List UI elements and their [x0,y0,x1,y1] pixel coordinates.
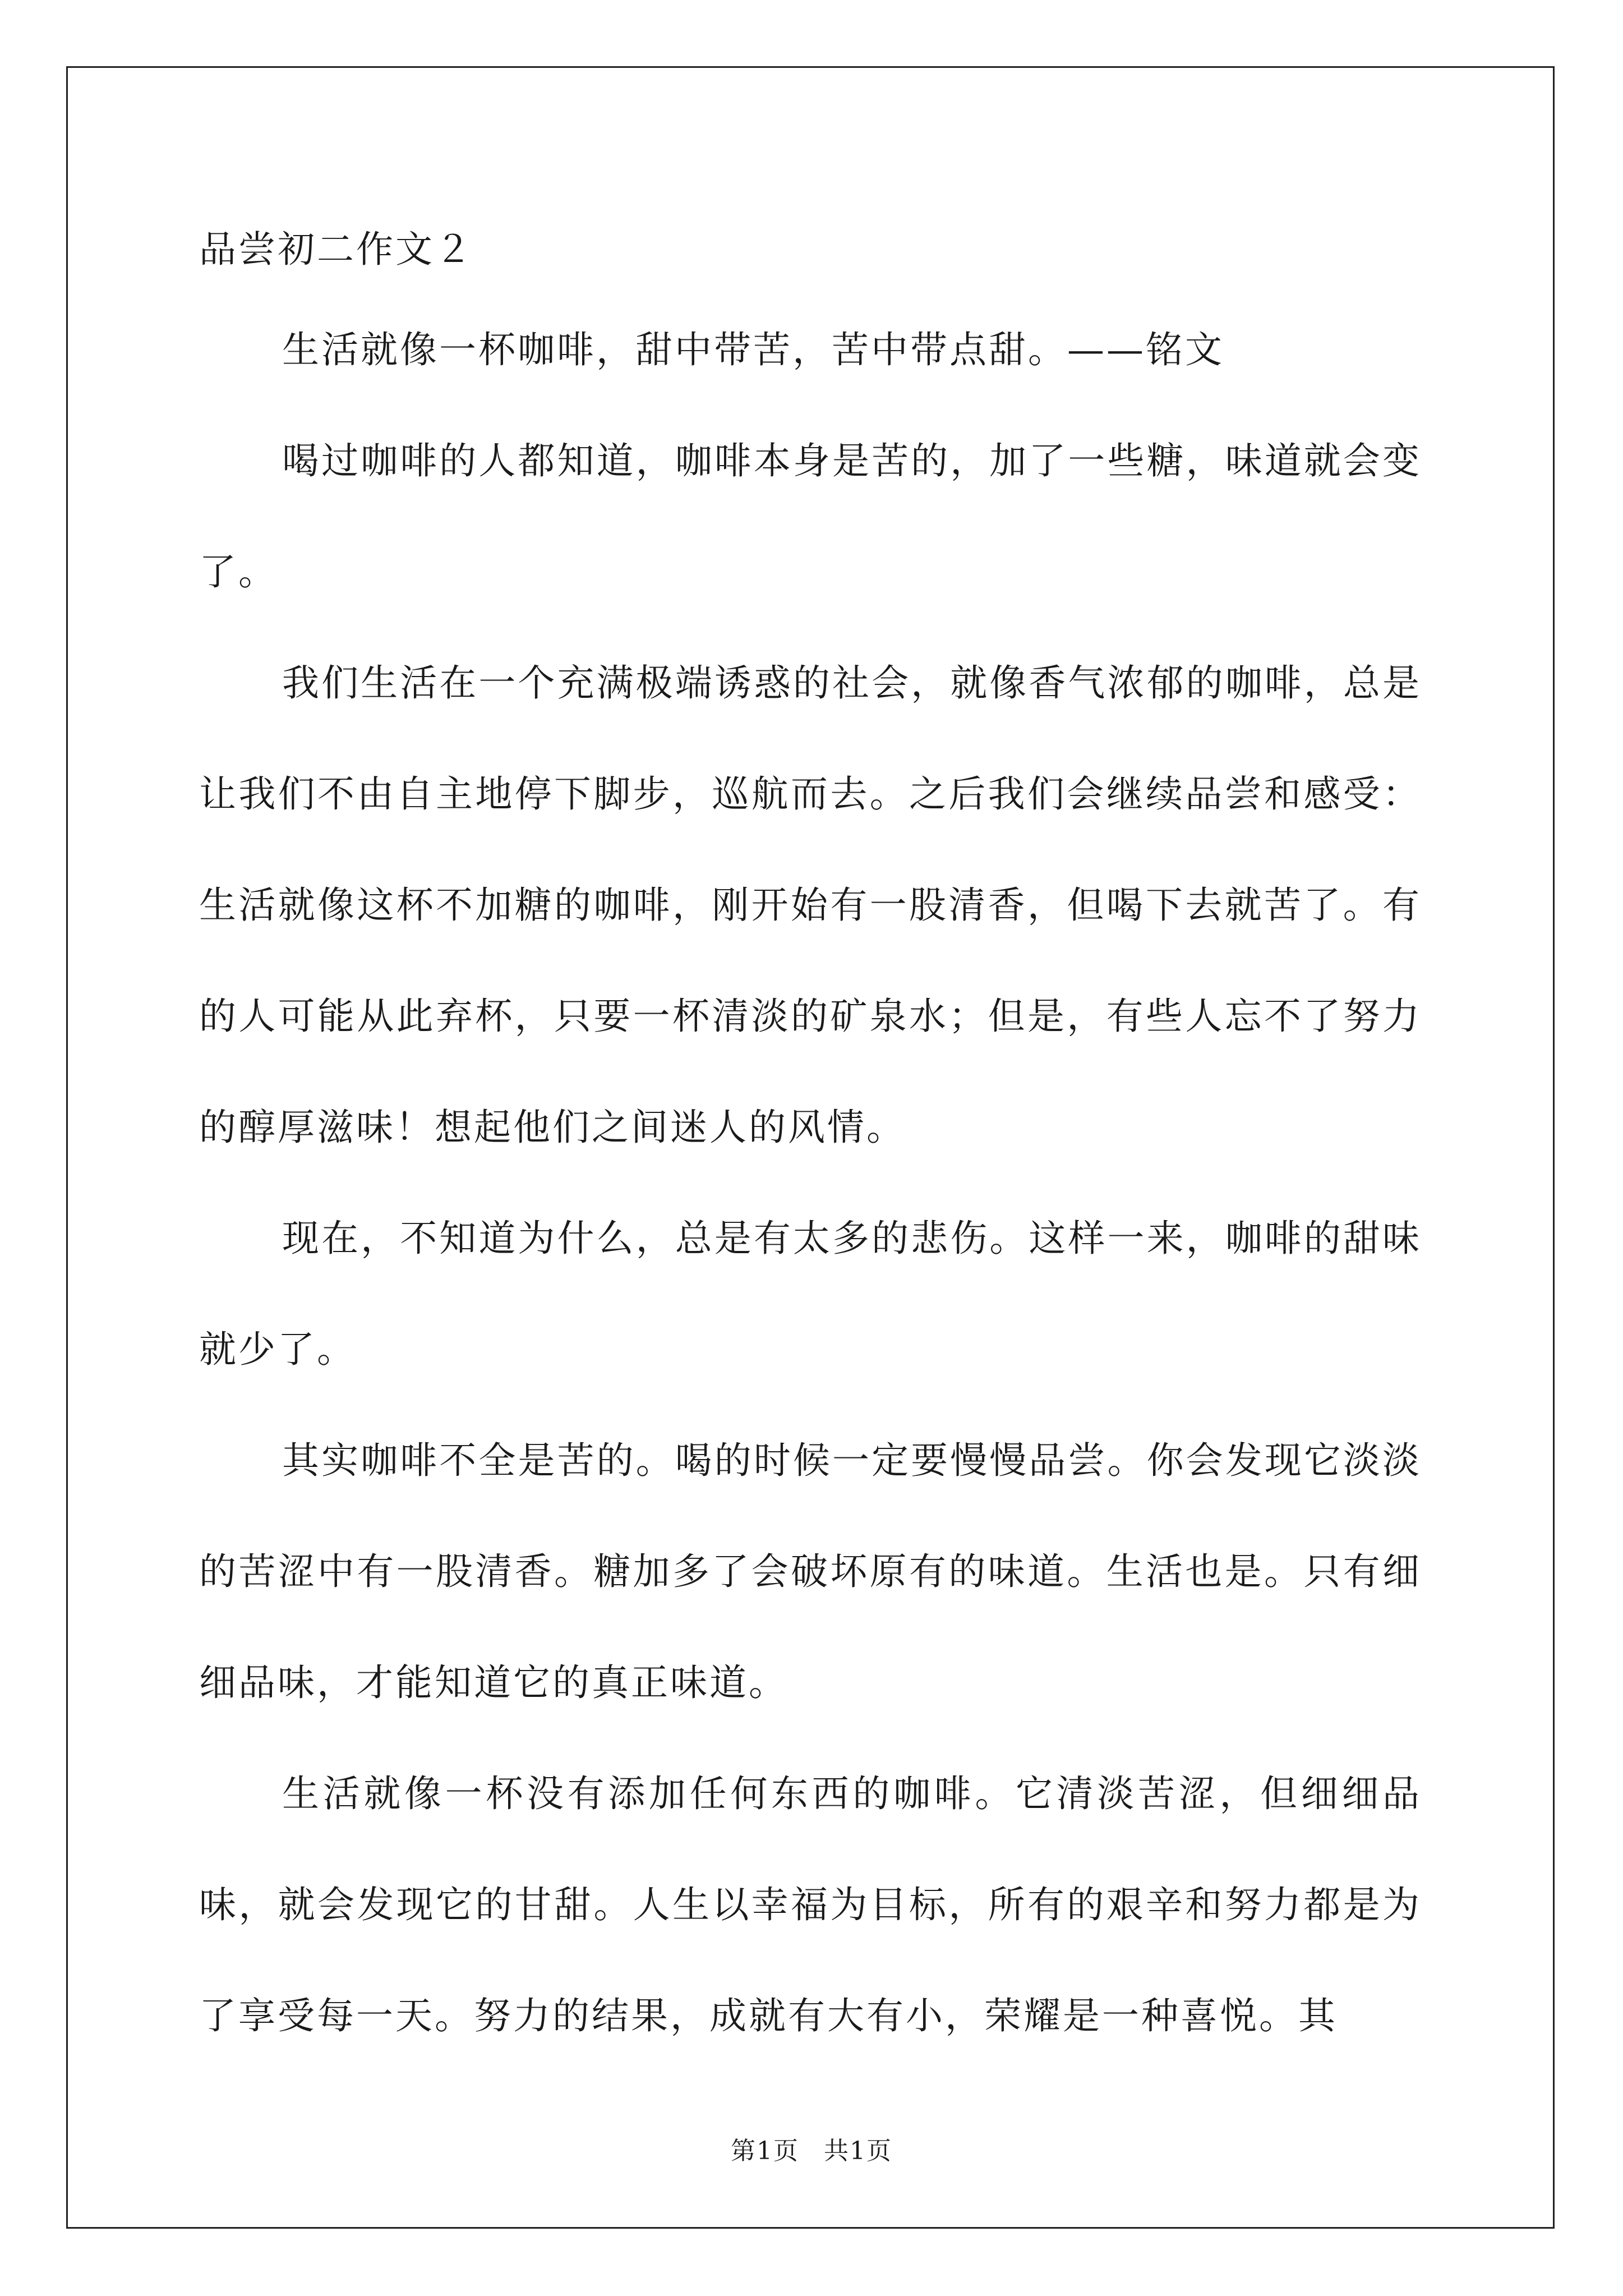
page-number: 第1页 [731,2137,799,2165]
paragraph-2: 我们生活在一个充满极端诱惑的社会，就像香气浓郁的咖啡，总是让我们不由自主地停下脚步，巡航而去。之后我们会继续品尝和感受：生活就像这杯不加糖的咖啡，刚开始有一股清香，但喝下去就苦了。有的人可能从此弃杯，只要一杯清淡的矿泉水；但是，有些人忘不了努力的醇厚滋味！想起他们之间迷人的风情。 [199,661,1422,1149]
paragraph-5: 生活就像一杯没有添加任何东西的咖啡。它清淡苦涩，但细细品味，就会发现它的甘甜。人生以幸福为目标，所有的艰辛和努力都是为了享受每一天。努力的结果，成就有大有小，荣耀是一种喜悦。其 [199,1772,1422,2037]
paragraph-1: 喝过咖啡的人都知道，咖啡本身是苦的，加了一些糖，味道就会变了。 [199,439,1422,593]
paragraph-3: 现在，不知道为什么，总是有太多的悲伤。这样一来，咖啡的甜味就少了。 [199,1217,1422,1371]
page-footer [0,2134,1623,2168]
page-total: 共1页 [824,2137,892,2165]
document-title: 品尝初二作文２ [199,228,474,271]
document-body [199,216,1422,2072]
paragraph-4: 其实咖啡不全是苦的。喝的时候一定要慢慢品尝。你会发现它淡淡的苦涩中有一股清香。糖加多了会破坏原有的味道。生活也是。只有细细品味，才能知道它的真正味道。 [199,1439,1422,1704]
paragraph-epigraph: 生活就像一杯咖啡，甜中带苦，苦中带点甜。——铭文 [282,328,1224,371]
